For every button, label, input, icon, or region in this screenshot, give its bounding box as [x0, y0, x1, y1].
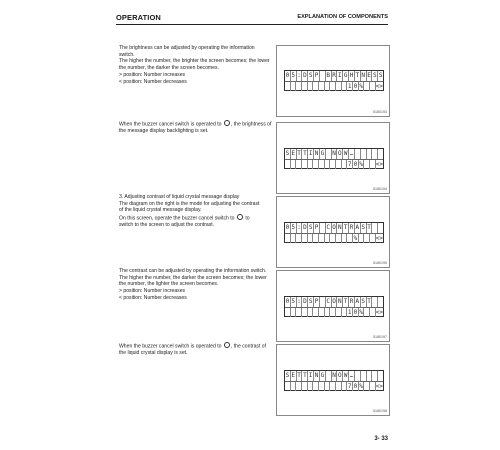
text-line — [119, 79, 270, 86]
lcd-cell: D — [303, 72, 307, 79]
lcd-cell: … — [349, 372, 354, 379]
lcd-cell: S — [308, 224, 313, 231]
lcd-cell: % — [359, 382, 363, 390]
lcd-cell: P — [314, 298, 319, 305]
lcd-cell: 0 — [353, 382, 358, 390]
brightness-set-instructions — [119, 120, 271, 135]
lcd-cell: : — [297, 298, 301, 305]
lcd-cell: H — [349, 72, 354, 79]
lcd-cell: 5 — [291, 298, 296, 305]
lcd-cell: O — [332, 298, 336, 305]
lcd-cell: T — [355, 72, 360, 79]
lcd-cell: T — [297, 372, 301, 379]
text-line — [119, 268, 267, 275]
lcd-cell: T — [303, 372, 307, 379]
contrast-lcd-figure — [276, 270, 390, 342]
text-line — [119, 65, 270, 72]
lcd-display — [284, 370, 384, 391]
text-run: > position: Number increases — [119, 288, 186, 295]
lcd-cell: 5 — [291, 72, 296, 79]
lcd-cell: T — [303, 150, 307, 157]
lcd-cell: S — [308, 72, 313, 79]
figure-caption: 5180195 — [373, 261, 387, 265]
lcd-row1 — [285, 71, 383, 81]
text-run: , the contrast of — [230, 343, 267, 350]
text-run: > position: Number increases — [119, 71, 186, 78]
lcd-row1 — [285, 371, 383, 381]
header-rule — [116, 24, 388, 25]
lcd-cell: S — [308, 298, 313, 305]
lcd-cell: S — [285, 150, 290, 157]
lcd-cell: … — [349, 150, 354, 157]
lcd-cell: T — [367, 224, 371, 231]
lcd-cell: E — [367, 72, 371, 79]
text-line — [119, 194, 259, 201]
switch-position-icon — [224, 120, 230, 126]
text-line — [119, 120, 271, 128]
lcd-cell: B — [326, 72, 331, 79]
lcd-cell: <> — [375, 308, 383, 316]
lcd-cell: W — [343, 372, 348, 379]
text-run: The higher the number, the brighter the screen becomes; the lower — [119, 58, 270, 65]
lcd-cell: P — [314, 72, 319, 79]
lcd-cell: I — [308, 372, 313, 379]
text-line — [119, 214, 259, 222]
lcd-cell — [378, 149, 383, 159]
lcd-cell: 0 — [353, 160, 358, 168]
lcd-cell: N — [332, 372, 336, 379]
lcd-cell: D — [303, 224, 307, 231]
text-run: to — [243, 215, 250, 222]
lcd-cell: : — [297, 72, 301, 79]
text-line — [119, 128, 271, 135]
text-line — [119, 72, 270, 79]
lcd-cell: P — [314, 224, 319, 231]
text-run: 3. Adjusting contrast of liquid crystal message display — [119, 194, 240, 200]
lcd-cell: 0 — [285, 72, 290, 79]
text-line — [119, 295, 267, 302]
lcd-cell: C — [326, 298, 331, 305]
text-run: the number, the darker the screen becomes. — [119, 65, 219, 72]
lcd-cell: R — [349, 298, 354, 305]
text-run: When the buzzer cancel switch is operated to — [119, 343, 223, 350]
lcd-display — [284, 296, 384, 317]
contrast-instructions — [119, 268, 267, 302]
lcd-cell: D — [303, 298, 307, 305]
lcd-row2 — [285, 81, 383, 92]
lcd-cell: N — [361, 72, 365, 79]
lcd-display — [284, 70, 384, 91]
lcd-cell: N — [338, 298, 342, 305]
text-run: < position: Number decreases — [119, 294, 187, 301]
lcd-cell: R — [332, 72, 336, 79]
contrast-mode-instructions — [119, 194, 259, 229]
lcd-cell: 7 — [347, 160, 352, 168]
lcd-cell: A — [355, 224, 360, 231]
lcd-cell: R — [349, 224, 354, 231]
lcd-cell: 0 — [353, 82, 358, 90]
lcd-cell: E — [291, 372, 296, 379]
brightness-instructions — [119, 45, 270, 85]
lcd-cell: A — [355, 298, 360, 305]
chapter-title: EXPLANATION OF COMPONENTS — [297, 14, 388, 20]
text-line — [119, 58, 270, 65]
figure-caption: 5180198 — [373, 409, 387, 413]
brightness-set-lcd-figure — [276, 122, 390, 194]
lcd-cell: N — [314, 372, 319, 379]
lcd-cell: E — [291, 150, 296, 157]
lcd-cell: T — [343, 224, 348, 231]
lcd-cell: 0 — [285, 298, 290, 305]
text-line — [119, 222, 259, 229]
lcd-cell: O — [338, 372, 342, 379]
switch-position-icon — [237, 214, 243, 220]
lcd-cell: : — [297, 224, 301, 231]
page-number: 3- 33 — [374, 436, 388, 442]
lcd-cell: T — [367, 298, 371, 305]
figure-caption: 5180193 — [373, 110, 387, 114]
lcd-cell: 0 — [353, 308, 358, 316]
lcd-cell — [378, 297, 383, 307]
text-run: < position: Number decreases — [119, 78, 187, 85]
lcd-cell: I — [308, 150, 313, 157]
lcd-cell: T — [297, 150, 301, 157]
lcd-cell: G — [320, 150, 325, 157]
lcd-cell: G — [320, 372, 325, 379]
lcd-cell: <> — [375, 82, 383, 90]
lcd-cell: N — [338, 224, 342, 231]
lcd-row2 — [285, 233, 383, 244]
contrast-mode-lcd-figure — [276, 196, 390, 268]
contrast-set-instructions — [119, 342, 266, 357]
lcd-cell: N — [314, 150, 319, 157]
lcd-cell: <> — [375, 234, 383, 242]
text-run: , the brightness of — [230, 121, 272, 128]
lcd-cell: S — [373, 72, 377, 79]
lcd-cell: O — [332, 224, 336, 231]
text-line — [119, 52, 270, 59]
lcd-cell: C — [326, 224, 331, 231]
lcd-cell: S — [361, 298, 365, 305]
text-run: The contrast can be adjusted by operating the information switch. — [119, 268, 267, 274]
lcd-cell: S — [361, 224, 365, 231]
lcd-cell: 5 — [291, 224, 296, 231]
lcd-cell: 0 — [285, 224, 290, 231]
text-run: The diagram on the right is the mode for adjusting the contrast — [119, 200, 260, 207]
lcd-row1 — [285, 223, 383, 233]
text-line — [119, 201, 259, 208]
section-title: OPERATION — [116, 13, 161, 22]
brightness-lcd-figure — [276, 45, 390, 117]
lcd-cell: <> — [375, 382, 383, 390]
text-line — [119, 281, 267, 288]
text-line — [119, 342, 266, 350]
text-run: switch to the screen to adjust the contrast. — [119, 222, 215, 229]
text-line — [119, 275, 267, 282]
lcd-display — [284, 222, 384, 243]
contrast-set-lcd-figure — [276, 344, 390, 416]
text-line — [119, 350, 266, 357]
lcd-cell: 7 — [347, 382, 352, 390]
lcd-cell: W — [343, 150, 348, 157]
figure-caption: 5180197 — [373, 335, 387, 339]
lcd-cell: G — [343, 72, 348, 79]
lcd-cell: 1 — [347, 82, 352, 90]
text-run: the number, the lighter the screen becomes. — [119, 281, 219, 288]
lcd-row2 — [285, 159, 383, 170]
text-line — [119, 288, 267, 295]
lcd-cell: 1 — [347, 308, 352, 316]
lcd-row1 — [285, 149, 383, 159]
switch-position-icon — [224, 342, 230, 348]
lcd-cell: % — [359, 82, 363, 90]
text-run: of the liquid crystal message display. — [119, 207, 202, 214]
lcd-cell: I — [338, 72, 342, 79]
text-run: the message display backlighting is set. — [119, 128, 209, 135]
lcd-cell: % — [359, 308, 363, 316]
lcd-cell — [378, 371, 383, 381]
lcd-cell: S — [378, 72, 383, 79]
lcd-display — [284, 148, 384, 169]
text-run: The higher the number, the darker the screen becomes; the lower — [119, 274, 267, 281]
text-run: The brightness can be adjusted by operating the information — [119, 45, 255, 51]
text-run: switch. — [119, 51, 135, 58]
lcd-cell — [378, 223, 383, 233]
lcd-cell: T — [343, 298, 348, 305]
text-line — [119, 207, 259, 214]
text-run: When the buzzer cancel switch is operated to — [119, 121, 223, 128]
text-run: On this screen, operate the buzzer cancel switch to — [119, 215, 236, 222]
lcd-cell: N — [332, 150, 336, 157]
lcd-cell: % — [359, 160, 363, 168]
lcd-row2 — [285, 307, 383, 318]
lcd-cell: O — [338, 150, 342, 157]
lcd-cell: <> — [375, 160, 383, 168]
lcd-cell: % — [353, 234, 358, 242]
text-run: the liquid crystal display is set. — [119, 350, 188, 357]
figure-caption: 5180194 — [373, 187, 387, 191]
text-line — [119, 45, 270, 52]
lcd-row1 — [285, 297, 383, 307]
lcd-row2 — [285, 381, 383, 392]
lcd-cell: S — [285, 372, 290, 379]
